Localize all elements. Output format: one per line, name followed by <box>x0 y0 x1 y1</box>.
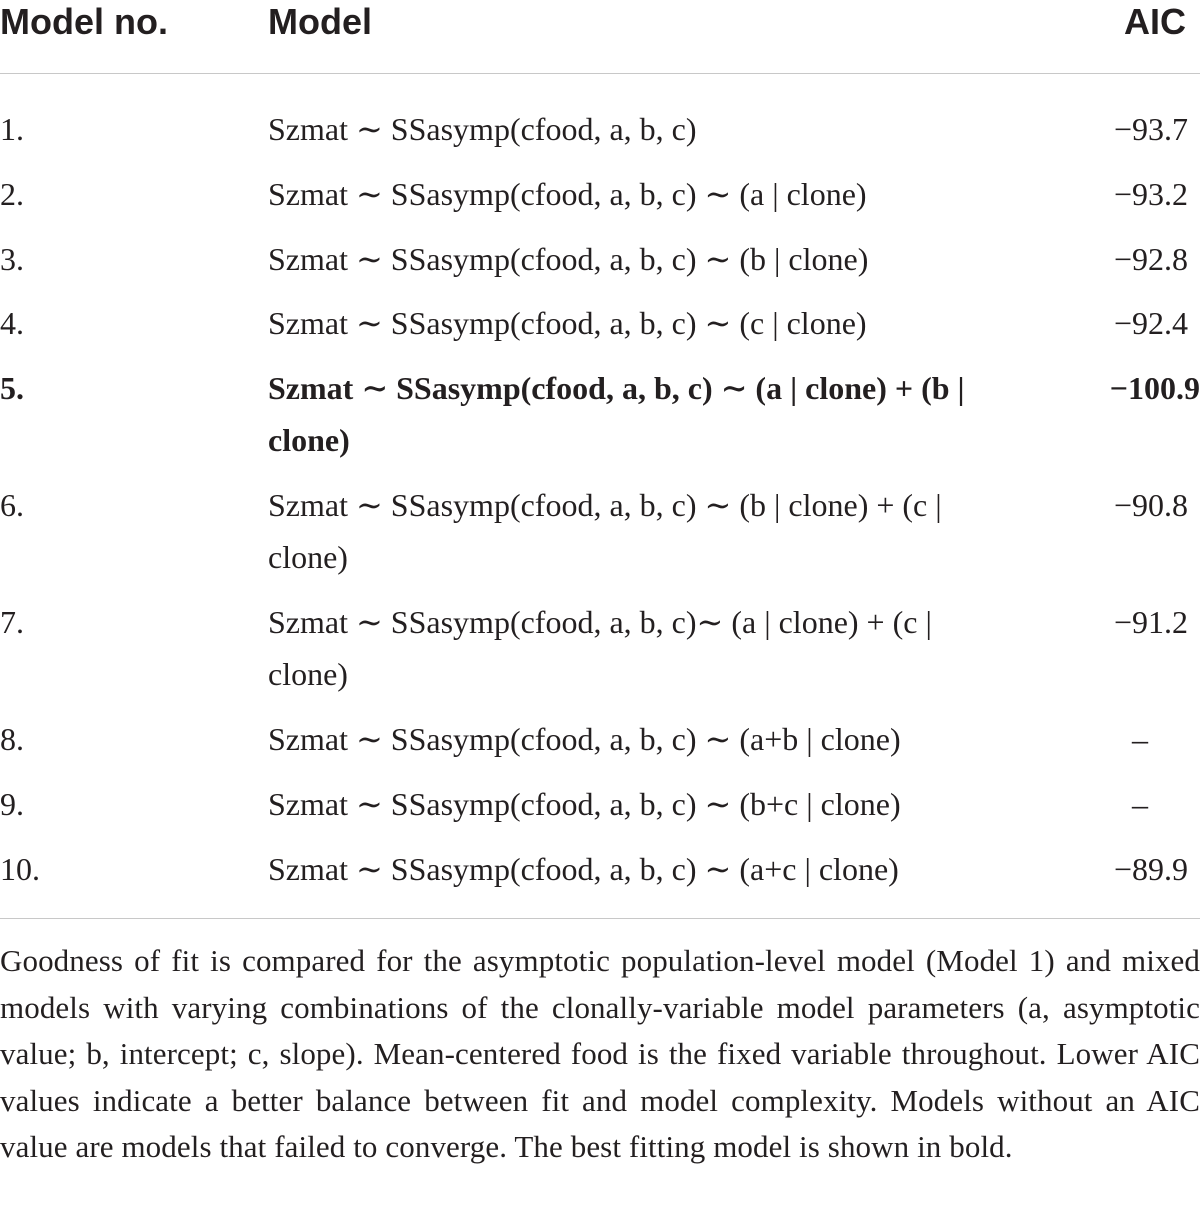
aic-value: −93.7 <box>1113 111 1188 147</box>
column-header-model-no: Model no. <box>0 1 168 42</box>
model-number: 10. <box>0 851 40 887</box>
model-number: 6. <box>0 487 24 523</box>
model-formula: Szmat ∼ SSasymp(cfood, a, b, c)∼ (a | clone) + (c | clone) <box>268 604 932 692</box>
model-number: 4. <box>0 305 24 341</box>
model-formula: Szmat ∼ SSasymp(cfood, a, b, c) <box>268 111 697 147</box>
aic-value: −91.2 <box>1113 604 1188 640</box>
table-bottom-divider <box>0 918 1200 919</box>
model-number: 3. <box>0 241 24 277</box>
model-formula: Szmat ∼ SSasymp(cfood, a, b, c) ∼ (b+c | clone) <box>268 786 901 822</box>
column-header-model: Model <box>268 1 372 42</box>
aic-value: −92.4 <box>1113 305 1188 341</box>
header-divider <box>0 73 1200 74</box>
aic-value: −93.2 <box>1113 176 1188 212</box>
model-formula: Szmat ∼ SSasymp(cfood, a, b, c) ∼ (a+c | clone) <box>268 851 899 887</box>
aic-value: −100.9 <box>1109 370 1200 406</box>
table-footnote: Goodness of fit is compared for the asymptotic population-level model (Model 1) and mixed models with varying combinations of the clonally-variable model parameters (a, asymptotic value; b, intercept; c, slope). Mean-centered food is the fixed variable throughout. Lower AIC values indicate a better balance between fit and model complexity. Models without an AIC value are models that failed to converge. The best fitting model is shown in bold. <box>0 943 1200 1164</box>
model-formula: Szmat ∼ SSasymp(cfood, a, b, c) ∼ (c | clone) <box>268 305 867 341</box>
aic-value: – <box>1132 786 1148 822</box>
model-number: 7. <box>0 604 24 640</box>
model-number: 5. <box>0 370 24 406</box>
model-formula: Szmat ∼ SSasymp(cfood, a, b, c) ∼ (a | clone) + (b | clone) <box>268 370 965 458</box>
aic-value: −90.8 <box>1113 487 1188 523</box>
table-header <box>0 0 1200 72</box>
column-header-aic: AIC <box>1124 1 1186 42</box>
model-number: 8. <box>0 721 24 757</box>
model-formula: Szmat ∼ SSasymp(cfood, a, b, c) ∼ (b | clone) <box>268 241 869 277</box>
model-number: 9. <box>0 786 24 822</box>
model-formula: Szmat ∼ SSasymp(cfood, a, b, c) ∼ (a+b | clone) <box>268 721 901 757</box>
model-formula: Szmat ∼ SSasymp(cfood, a, b, c) ∼ (a | clone) <box>268 176 867 212</box>
model-number: 2. <box>0 176 24 212</box>
aic-value: – <box>1132 721 1148 757</box>
model-number: 1. <box>0 111 24 147</box>
aic-value: −92.8 <box>1113 241 1188 277</box>
aic-value: −89.9 <box>1113 851 1188 887</box>
model-formula: Szmat ∼ SSasymp(cfood, a, b, c) ∼ (b | clone) + (c | clone) <box>268 487 942 575</box>
